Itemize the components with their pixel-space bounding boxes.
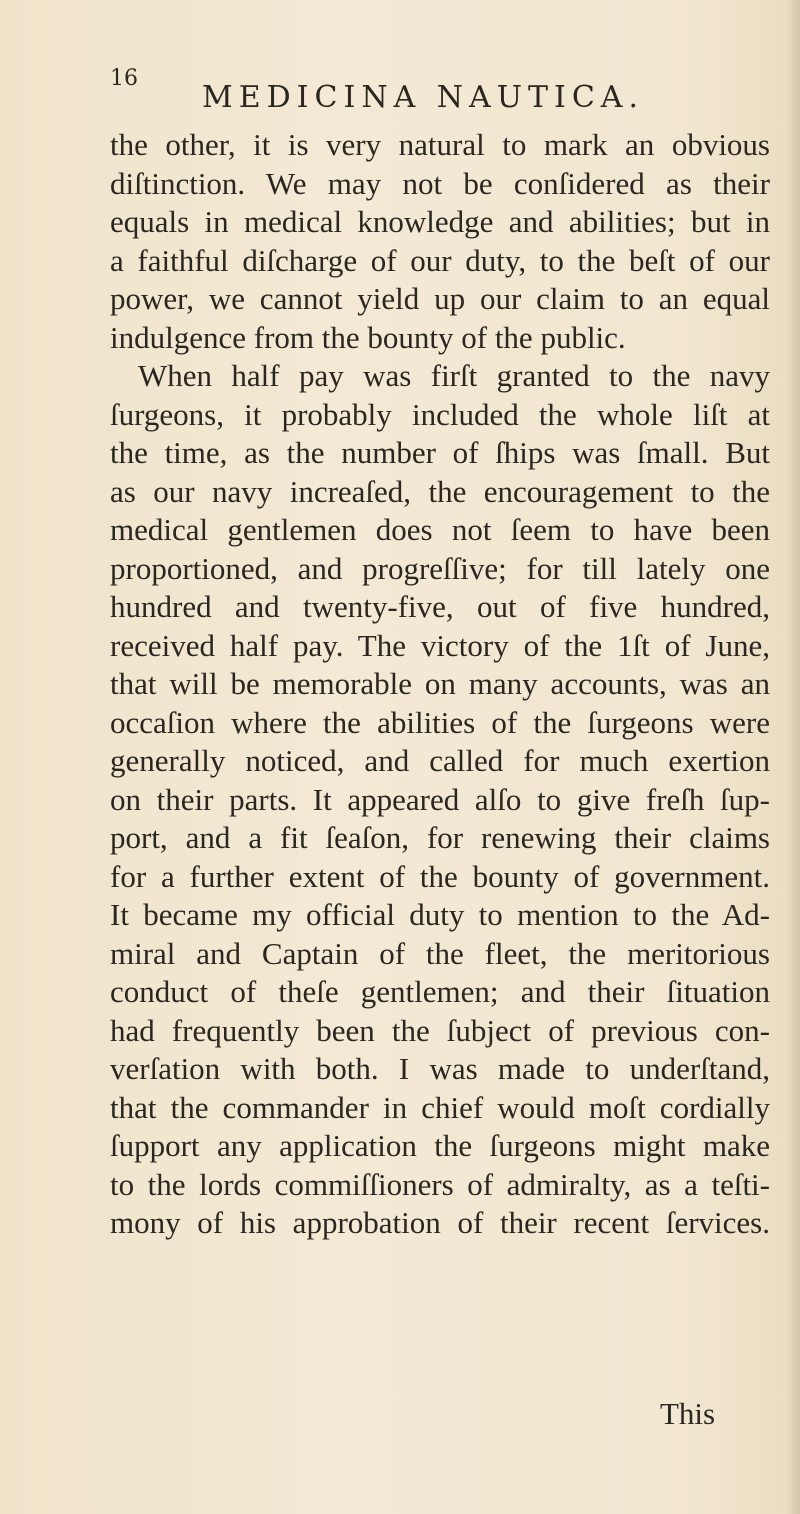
text-line: It became my official duty to mention to the Ad- (110, 897, 770, 932)
page-edge-shadow (786, 0, 800, 1514)
text-line: miral and Captain of the fleet, the meritorious (110, 935, 770, 971)
text-line: a faithful diſcharge of our duty, to the beſt of our (110, 242, 770, 278)
text-line: power, we cannot yield up our claim to an equal (110, 281, 770, 316)
body-text (110, 126, 770, 1243)
text-line: generally noticed, and called for much exertion (110, 743, 770, 778)
page-header (110, 66, 730, 116)
text-line: hundred and twenty-five, out of five hundred, (110, 589, 770, 624)
text-line: diſtinction. We may not be conſidered as their (110, 165, 770, 201)
text-line: that the commander in chief would moſt cordially (110, 1089, 770, 1125)
text-line: medical gentlemen does not ſeem to have been (110, 512, 770, 547)
text-line: the time, as the number of ſhips was ſmall. But (110, 435, 770, 470)
text-line: verſation with both. I was made to underſtand, (110, 1051, 770, 1086)
text-line: ſupport any application the ſurgeons might make (110, 1128, 770, 1163)
text-line: indulgence from the bounty of the public. (110, 319, 626, 355)
text-line: had frequently been the ſubject of previous con- (110, 1012, 770, 1048)
text-line: When half pay was firſt granted to the navy (138, 358, 770, 393)
text-line: received half pay. The victory of the 1ſt of June, (110, 627, 770, 663)
text-line: ſurgeons, it probably included the whole liſt at (110, 396, 770, 432)
text-line: as our navy increaſed, the encouragement to the (110, 473, 770, 509)
page-number: 16 (110, 66, 138, 91)
text-line: to the lords commiſſioners of admiralty, as a teſti- (110, 1166, 770, 1202)
catchword: This (660, 1396, 716, 1431)
text-line: mony of his approbation of their recent ſervices. (110, 1205, 770, 1240)
text-line: proportioned, and progreſſive; for till lately one (110, 550, 770, 586)
text-line: for a further extent of the bounty of government. (110, 858, 770, 894)
text-line: the other, it is very natural to mark an obvious (110, 127, 770, 162)
text-line: occaſion where the abilities of the ſurgeons were (110, 704, 770, 740)
text-line: port, and a fit ſeaſon, for renewing their claims (110, 820, 770, 855)
running-title: MEDICINA NAUTICA. (202, 80, 644, 115)
text-line: that will be memorable on many accounts, was an (110, 666, 770, 701)
text-line: equals in medical knowledge and abilities; but in (110, 204, 770, 239)
text-line: conduct of theſe gentlemen; and their ſituation (110, 974, 770, 1009)
text-line: on their parts. It appeared alſo to give freſh ſup- (110, 781, 770, 817)
